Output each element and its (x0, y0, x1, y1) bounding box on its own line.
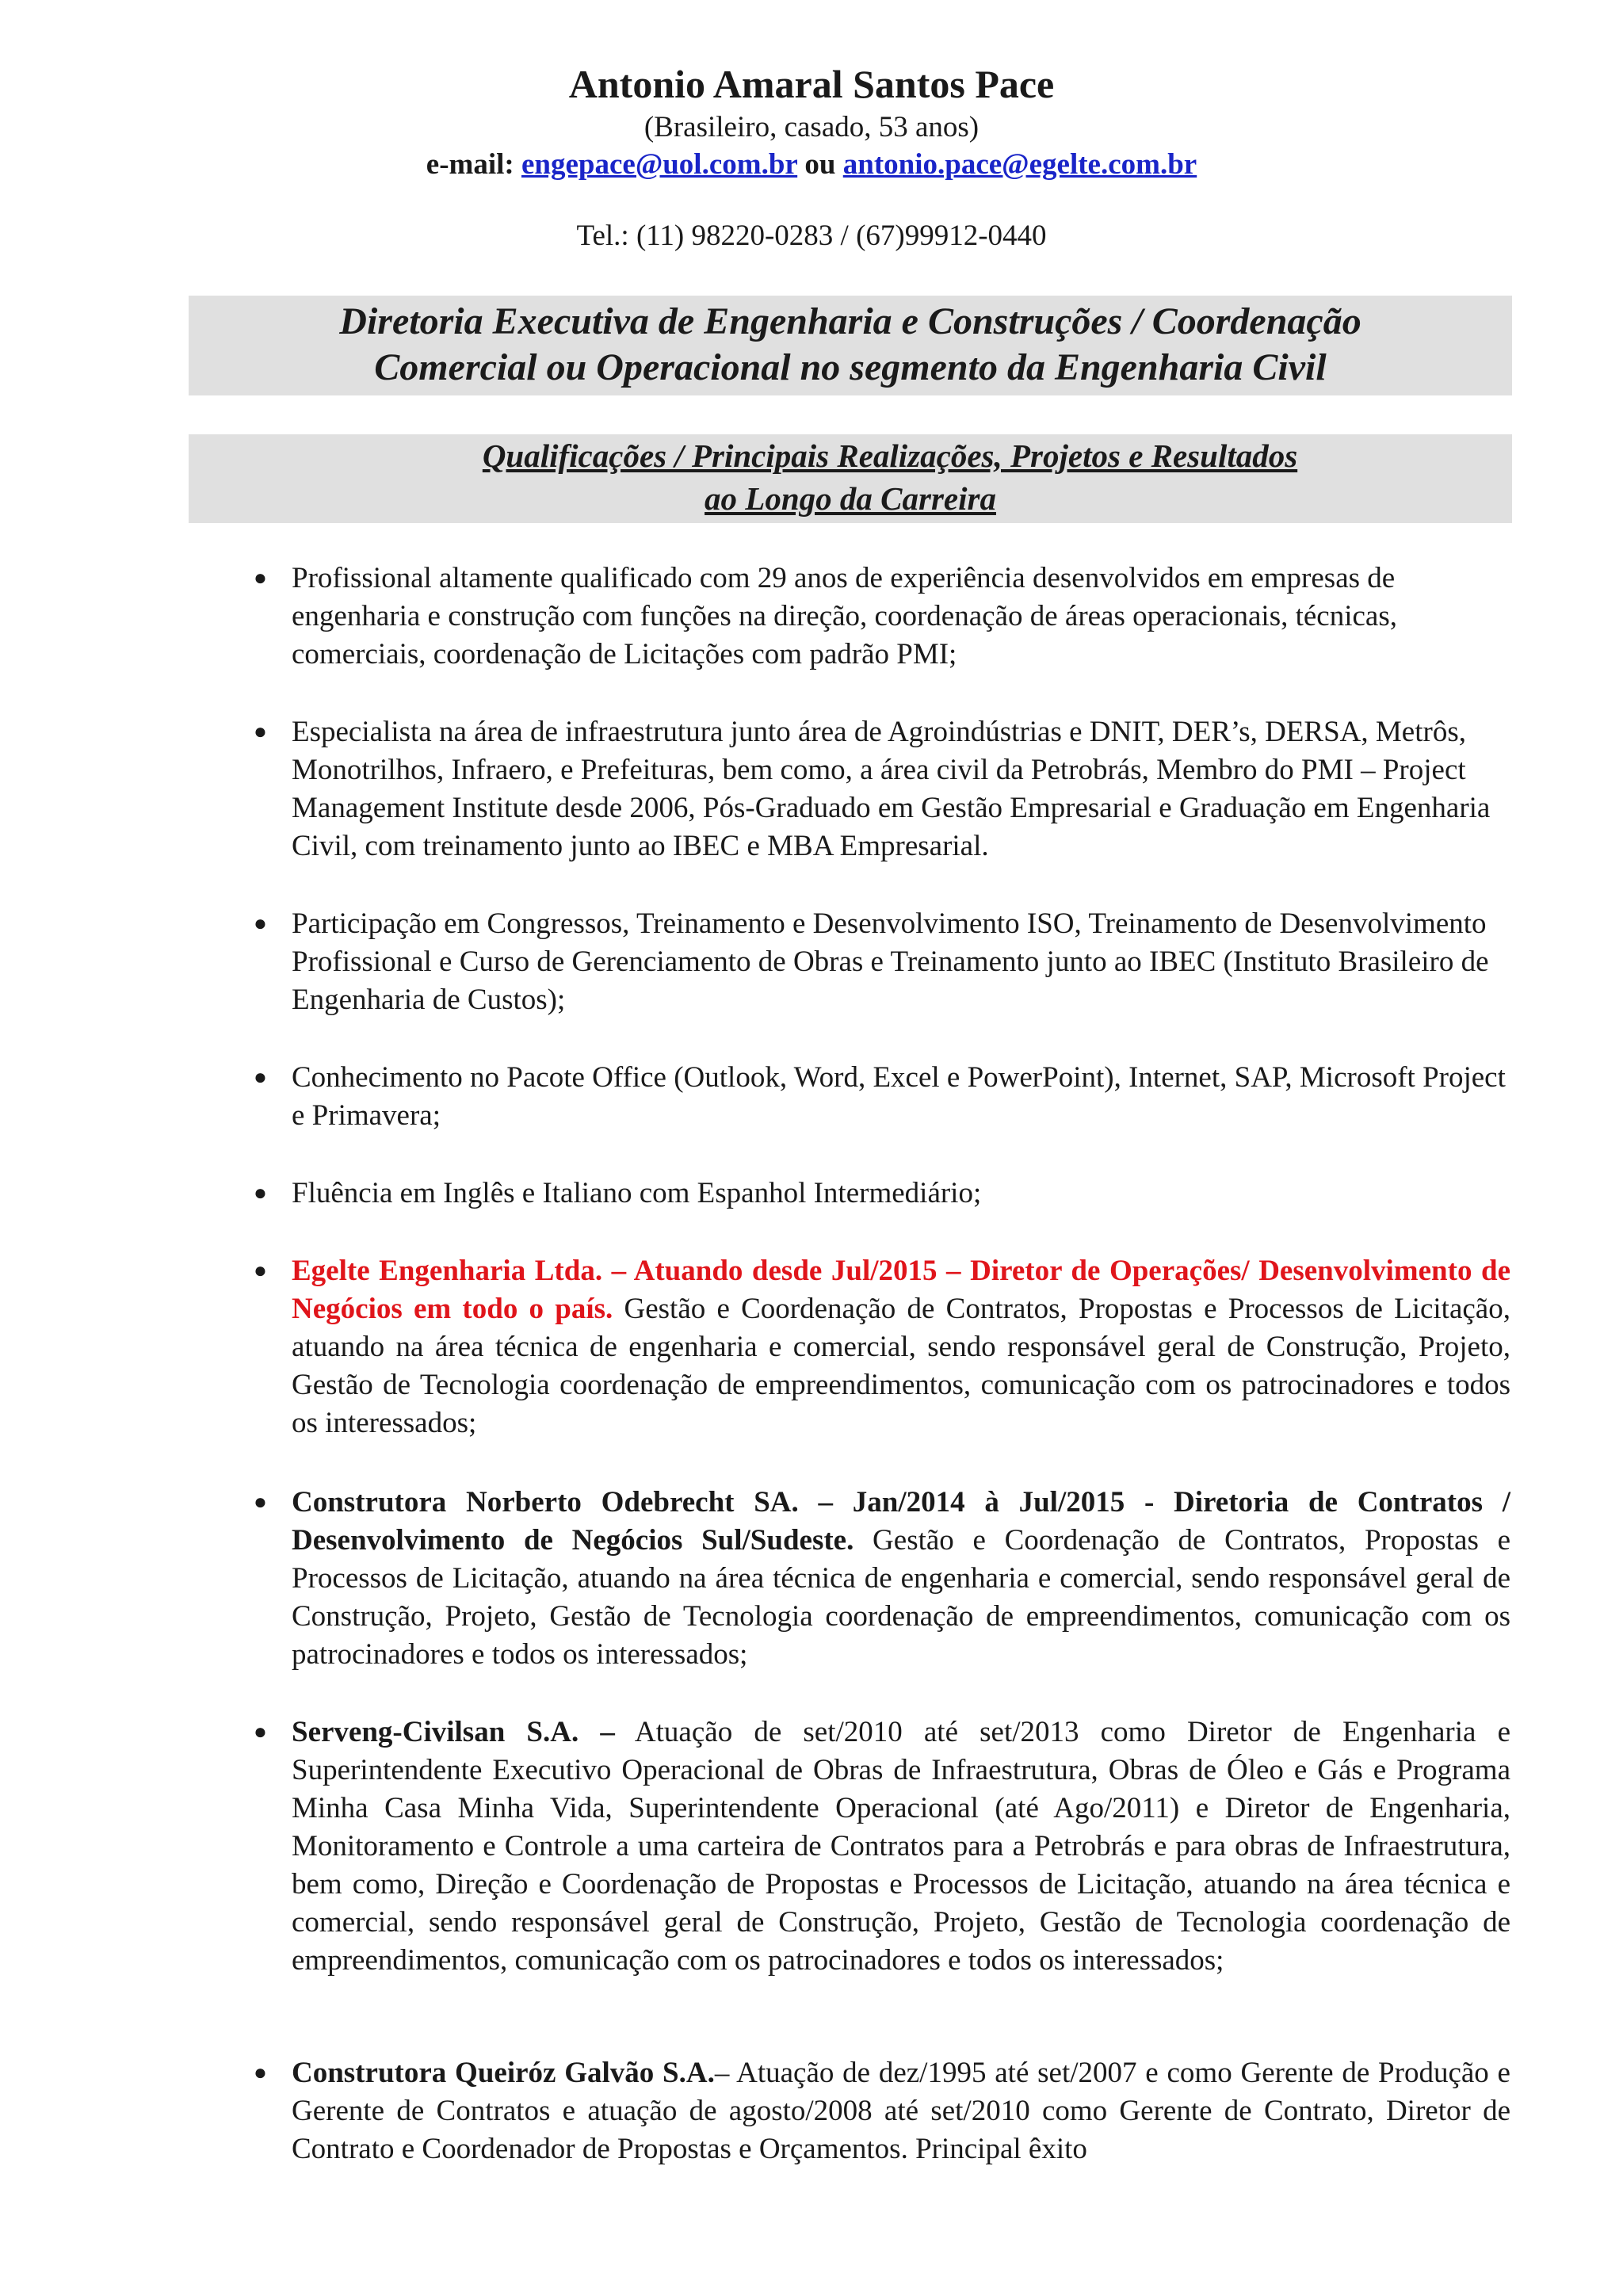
section-heading-banner (189, 434, 1512, 523)
bullet-icon: ● (254, 1259, 267, 1283)
employer-description: Gestão e Coordenação de Contratos, Propostas e Processos de Licitação, atuando na área técnica de engenharia e comercial, sendo responsável geral de Construção, Projeto, Gestão de Tecnologia coordenação de empreendimentos, comunicação com os patrocinadores e todos os interessados; (292, 1293, 1510, 1439)
candidate-name: Antonio Amaral Santos Pace (568, 62, 1055, 106)
list-item-text (292, 1484, 1510, 1674)
employer-heading: Construtora Queiróz Galvão S.A. (292, 2057, 715, 2089)
bullet-icon: ● (254, 911, 267, 936)
email-separator: ou (797, 148, 843, 181)
email-label: e-mail: (426, 148, 521, 181)
employer-description: – Atuação de dez/1995 até set/2007 e como Gerente de Produção e Gerente de Contratos e atuação de agosto/2008 até set/2010 como Gerente de Contrato, Diretor de Contrato e Coordenador de Propostas e Orçamentos. Principal êxito (292, 2057, 1510, 2165)
bullet-icon: ● (254, 1490, 267, 1515)
phone-numbers: Tel.: (11) 98220-0283 / (67)99912-0440 (576, 220, 1047, 252)
list-item-text: Especialista na área de infraestrutura junto área de Agroindústrias e DNIT, DER’s, DERSA, Metrôs, Monotrilhos, Infraero, e Prefeituras, bem como, a área civil da Petrobrás, Membro do PMI – Project Management Institute desde 2006, Pós-Graduado em Gestão Empresarial e Graduação em Engenharia Civil, com treinamento junto ao IBEC e MBA Empresarial. (292, 716, 1491, 862)
resume-header (0, 59, 1623, 255)
section-heading-line-2: ao Longo da Carreira (705, 480, 996, 517)
list-item (254, 905, 1510, 1019)
employer-heading: Construtora Norberto Odebrecht SA. – Jan/2014 à Jul/2015 - Diretoria de Contratos / Desenvolvimento de Negócios Sul/Sudeste. (292, 1486, 1510, 1557)
list-item-text: Participação em Congressos, Treinamento e Desenvolvimento ISO, Treinamento de Desenvolvimento Profissional e Curso de Gerenciamento de Obras e Treinamento junto ao IBEC (Instituto Brasileiro de Engenharia de Custos); (292, 907, 1489, 1016)
list-item-text (292, 2054, 1510, 2168)
objective-line-2: Comercial ou Operacional no segmento da Engenharia Civil (374, 346, 1327, 388)
list-item (254, 1252, 1510, 1442)
objective-banner (189, 296, 1512, 395)
employer-description: Gestão e Coordenação de Contratos, Propostas e Processos de Licitação, atuando na área técnica de engenharia e comercial, sendo responsável geral de Construção, Projeto, Gestão de Tecnologia coordenação de empreendimentos, comunicação com os patrocinadores e todos os interessados; (292, 1524, 1511, 1671)
employer-description-cont: Superintendente Operacional (até Ago/2011) e Diretor de Engenharia, Monitoramento e Controle a uma carteira de Contratos para a Petrobrás e para obras de Infraestrutura, bem como, Direção e Coordenação de Propostas e Processos de Licitação, atuando na área técnica e comercial, sendo responsável geral de Construção, Projeto, Gestão de Tecnologia coordenação de empreendimentos, comunicação com os patrocinadores e todos os interessados; (292, 1792, 1511, 1977)
list-item (254, 2054, 1510, 2168)
bullet-icon: ● (254, 2061, 267, 2085)
list-item (254, 1713, 1511, 1980)
list-item-text: Fluência em Inglês e Italiano com Espanhol Intermediário; (292, 1177, 982, 1209)
list-item (254, 560, 1510, 674)
objective-line-1: Diretoria Executiva de Engenharia e Construções / Coordenação (339, 300, 1361, 342)
bullet-icon: ● (254, 1181, 267, 1205)
list-item-text (292, 1713, 1510, 1980)
list-item-text (292, 1252, 1510, 1442)
email-line (0, 146, 1623, 184)
list-item (254, 713, 1510, 865)
list-item-text: Profissional altamente qualificado com 29 anos de experiência desenvolvidos em empresas de engenharia e construção com funções na direção, coordenação de áreas operacionais, técnicas, comerciais, coordenação de Licitações com padrão PMI; (292, 562, 1397, 670)
bullet-icon: ● (254, 566, 267, 590)
section-heading-line-1: Qualificações / Principais Realizações, Projetos e Resultados (482, 437, 1298, 474)
employer-description: Atuação de set/2010 até set/2013 como Diretor de Engenharia e Superintendente Executivo Operacional de Obras de Infraestrutura, Obras de Óleo e Gás e Programa Minha Casa Minha Vida, (292, 1716, 1511, 1824)
employer-heading: Egelte Engenharia Ltda. – Atuando desde Jul/2015 – Diretor de Operações/ Desenvolvimento de Negócios em todo o país. (292, 1255, 1510, 1325)
email-link-secondary[interactable]: antonio.pace@egelte.com.br (842, 148, 1197, 181)
employer-heading: Serveng-Civilsan S.A. – (292, 1716, 615, 1748)
personal-details: (Brasileiro, casado, 53 anos) (643, 111, 980, 143)
bullet-icon: ● (254, 720, 267, 744)
email-link-primary[interactable]: engepace@uol.com.br (521, 148, 798, 181)
bullet-icon: ● (254, 1720, 267, 1744)
list-item-text: Conhecimento no Pacote Office (Outlook, Word, Excel e PowerPoint), Internet, SAP, Microsoft Project e Primavera; (292, 1061, 1506, 1132)
list-item (254, 1175, 1510, 1213)
list-item (254, 1484, 1511, 1674)
bullet-icon: ● (254, 1065, 267, 1090)
list-item (254, 1059, 1510, 1135)
